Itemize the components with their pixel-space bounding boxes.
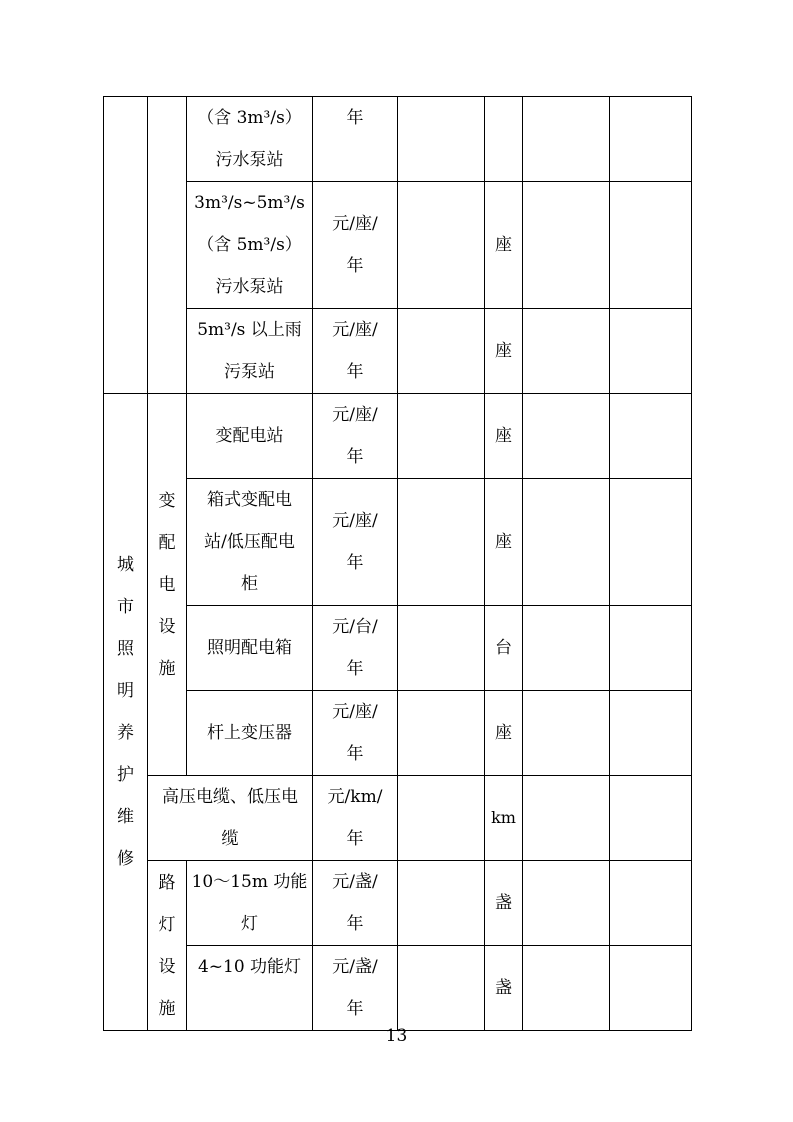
measure-cell [485,309,523,394]
measure-text: 台 [495,638,512,658]
amount-cell [610,182,692,309]
subcategory-label: 变配电设施 [158,490,176,679]
page-number: 13 [385,1026,408,1046]
table-row [104,182,692,309]
measure-text: 座 [495,532,512,552]
table-row [104,309,692,394]
quantity-cell [523,861,610,946]
amount-cell [610,606,692,691]
item-cell [187,691,313,776]
measure-cell [485,182,523,309]
measure-text: 盏 [495,893,512,913]
item-text: 高压电缆、低压电 缆 [162,787,298,849]
table-row [104,691,692,776]
price-cell [398,776,485,861]
measure-text: 座 [495,235,512,255]
unit-cell [313,97,398,182]
subcategory-label: 路灯设施 [158,872,176,1019]
item-text: 照明配电箱 [207,638,292,658]
measure-cell [485,861,523,946]
quantity-cell [523,776,610,861]
item-text: （含 3m³/s） 污水泵站 [197,108,302,170]
unit-cell [313,479,398,606]
amount-cell [610,861,692,946]
price-cell [398,946,485,1031]
item-cell [187,946,313,1031]
subcategory-cell [148,394,187,776]
price-cell [398,309,485,394]
item-cell [187,479,313,606]
quantity-cell [523,309,610,394]
price-cell [398,479,485,606]
category-cell-empty [104,97,148,394]
amount-cell [610,309,692,394]
unit-cell [313,394,398,479]
unit-cell [313,182,398,309]
item-cell [187,97,313,182]
unit-cell [313,776,398,861]
item-text: 变配电站 [215,426,284,446]
item-text: 3m³/s~5m³/s （含 5m³/s） 污水泵站 [194,193,305,297]
item-text: 杆上变压器 [207,723,292,743]
unit-text: 元/台/ 年 [332,617,378,679]
amount-cell [610,776,692,861]
measure-cell [485,606,523,691]
item-text: 10～15m 功能 灯 [191,872,308,934]
price-cell [398,394,485,479]
measure-cell [485,946,523,1031]
item-cell [187,861,313,946]
measure-cell [485,394,523,479]
item-cell [187,606,313,691]
measure-text: km [491,808,516,827]
quantity-cell [523,479,610,606]
table-row [104,606,692,691]
table-row [104,946,692,1031]
unit-text: 元/盏/ 年 [332,957,378,1019]
amount-cell [610,97,692,182]
item-cell [187,182,313,309]
quantity-cell [523,97,610,182]
item-cell [148,776,313,861]
price-cell [398,691,485,776]
unit-text: 元/座/ 年 [332,320,378,382]
unit-text: 元/座/ 年 [332,405,378,467]
price-cell [398,182,485,309]
measure-cell [485,776,523,861]
subcategory-cell [148,861,187,1031]
unit-text: 年 [346,108,364,128]
quantity-cell [523,691,610,776]
item-text: 5m³/s 以上雨 污泵站 [197,320,302,382]
unit-cell [313,861,398,946]
table-row [104,394,692,479]
measure-cell [485,691,523,776]
category-cell [104,394,148,1031]
measure-text: 座 [495,426,512,446]
unit-cell [313,606,398,691]
table-row [104,861,692,946]
amount-cell [610,691,692,776]
measure-cell [485,479,523,606]
unit-text: 元/座/ 年 [332,214,378,276]
price-cell [398,606,485,691]
price-cell [398,861,485,946]
amount-cell [610,479,692,606]
table-row [104,776,692,861]
subcategory-cell-empty [148,97,187,394]
measure-cell [485,97,523,182]
maintenance-fee-table [103,96,692,1031]
quantity-cell [523,394,610,479]
quantity-cell [523,182,610,309]
unit-cell [313,691,398,776]
unit-text: 元/座/ 年 [332,702,378,764]
unit-cell [313,946,398,1031]
unit-text: 元/座/ 年 [332,511,378,573]
item-cell [187,309,313,394]
table-row [104,479,692,606]
table-row [104,97,692,182]
unit-text: 元/km/ 年 [327,787,383,849]
item-text: 4~10 功能灯 [197,957,302,977]
item-text: 箱式变配电 站/低压配电 柜 [204,490,295,594]
unit-text: 元/盏/ 年 [332,872,378,934]
quantity-cell [523,946,610,1031]
item-cell [187,394,313,479]
measure-text: 座 [495,341,512,361]
measure-text: 盏 [495,978,512,998]
category-label: 城市照明养护维修 [117,555,134,869]
quantity-cell [523,606,610,691]
measure-text: 座 [495,723,512,743]
unit-cell [313,309,398,394]
amount-cell [610,946,692,1031]
amount-cell [610,394,692,479]
price-cell [398,97,485,182]
